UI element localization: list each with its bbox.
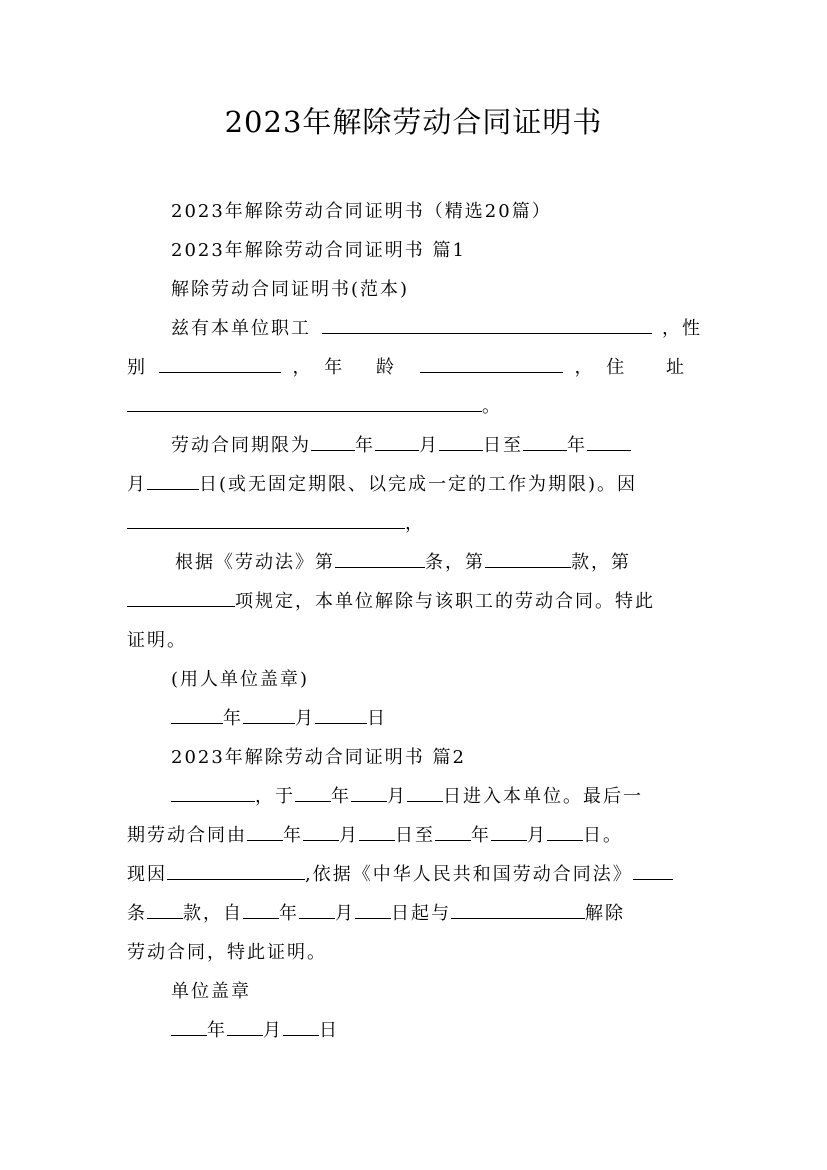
clause-label: 款，自 [183, 903, 243, 924]
start-year-blank [311, 433, 355, 451]
day-blank [407, 784, 443, 802]
year-blank [435, 823, 471, 841]
month-label: 月 [263, 1020, 283, 1041]
clause-blank [147, 901, 183, 919]
entry-text: ，于 [255, 786, 295, 807]
date-line-1 [171, 706, 702, 732]
month-blank [491, 823, 527, 841]
employer-seal-label: (用人单位盖章) [171, 669, 310, 690]
year-label: 年 [471, 825, 491, 846]
year-label: 年 [355, 435, 375, 456]
contract-period-line [127, 823, 702, 849]
year-label: 年 [331, 786, 351, 807]
day-blank [547, 823, 583, 841]
year-label: 年 [223, 708, 243, 729]
month-label: 月 [335, 903, 355, 924]
day-blank [315, 706, 367, 724]
reason-blank [127, 511, 405, 529]
contract-period-text: 期劳动合同由 [127, 825, 247, 846]
clause-blank [485, 550, 571, 568]
day-to-label: 日至 [395, 825, 435, 846]
start-day-blank [439, 433, 483, 451]
reason-line [127, 511, 702, 537]
intro-text: 兹有本单位职工 [171, 318, 311, 339]
year-blank [171, 706, 223, 724]
gender-blank [159, 355, 281, 373]
reason-label: 现因 [127, 864, 167, 885]
item-blank [127, 589, 235, 607]
comma: ， [405, 513, 425, 534]
subtitle: 2023年解除劳动合同证明书（精选20篇） [171, 201, 552, 222]
clause-label: 款，第 [571, 552, 631, 573]
termination-line [127, 901, 702, 927]
end-month-blank [587, 433, 631, 451]
month-label: 月 [127, 474, 147, 495]
month-label: 月 [527, 825, 547, 846]
age-blank [420, 355, 563, 373]
year-blank [295, 784, 331, 802]
term-label: 劳动合同期限为 [171, 435, 311, 456]
month-blank [299, 901, 335, 919]
law-basis-line [175, 550, 702, 576]
entry-text-2: 日进入本单位。最后一 [443, 786, 643, 807]
article-label: 条 [127, 903, 147, 924]
comma: ， [574, 357, 595, 378]
intro-text-end: ，性 [662, 318, 702, 339]
certify-line-2: 劳动合同，特此证明。 [127, 942, 327, 963]
term-line [171, 433, 702, 459]
month-label: 月 [339, 825, 359, 846]
document-title: 2023年解除劳动合同证明书 [224, 105, 603, 139]
article-blank [633, 862, 673, 880]
article-blank [335, 550, 425, 568]
comma: ， [292, 357, 313, 378]
year-blank [247, 823, 283, 841]
reason-basis-line [127, 862, 702, 888]
month-label: 月 [419, 435, 439, 456]
address-line [127, 394, 702, 420]
month-label: 月 [387, 786, 407, 807]
entry-line [171, 784, 702, 810]
law-basis-line-2 [127, 589, 702, 615]
end-day-blank [147, 472, 199, 490]
year-label: 年 [283, 825, 303, 846]
period: 。 [482, 396, 502, 417]
month-blank [243, 706, 295, 724]
section-heading-2: 2023年解除劳动合同证明书 篇2 [171, 747, 466, 768]
from-label: 日起与 [391, 903, 451, 924]
day-blank [283, 1018, 319, 1036]
unit-seal-label: 单位盖章 [171, 981, 251, 1002]
day-blank [359, 823, 395, 841]
month-blank [227, 1018, 263, 1036]
month-blank [351, 784, 387, 802]
reason-blank [167, 862, 305, 880]
employee-blank [171, 784, 255, 802]
sample-title: 解除劳动合同证明书(范本) [171, 279, 410, 300]
month-blank [303, 823, 339, 841]
year-label: 年 [207, 1020, 227, 1041]
year-blank [171, 1018, 207, 1036]
terminate-label: 解除 [585, 903, 625, 924]
day-label: 日 [367, 708, 387, 729]
term-note: 日(或无固定期限、以完成一定的工作为期限)。因 [199, 474, 638, 495]
day-label: 日 [319, 1020, 339, 1041]
date-line-2 [171, 1018, 702, 1044]
year-label: 年 [279, 903, 299, 924]
age-label: 年 龄 [324, 357, 408, 378]
month-label: 月 [295, 708, 315, 729]
start-month-blank [375, 433, 419, 451]
certify-line: 证明。 [127, 630, 187, 651]
term-line-2 [127, 472, 702, 498]
law-basis-text: 根据《劳动法》第 [175, 552, 335, 573]
employee-line [171, 316, 702, 342]
gender-label: 别 [127, 357, 147, 378]
law-basis-text-2: 项规定，本单位解除与该职工的劳动合同。特此 [235, 591, 655, 612]
address-blank [127, 394, 482, 412]
day-to-label: 日至 [483, 435, 523, 456]
end-year-blank [523, 433, 567, 451]
address-label: 住 址 [606, 357, 702, 378]
year-blank [243, 901, 279, 919]
gender-age-line [127, 355, 702, 381]
law-reference: ,依据《中华人民共和国劳动合同法》 [305, 864, 633, 885]
day-blank [355, 901, 391, 919]
employee-name-blank [322, 316, 652, 334]
year-label: 年 [567, 435, 587, 456]
party-blank [451, 901, 585, 919]
contract-period-end: 日。 [583, 825, 623, 846]
article-label: 条，第 [425, 552, 485, 573]
section-heading-1: 2023年解除劳动合同证明书 篇1 [171, 240, 466, 261]
